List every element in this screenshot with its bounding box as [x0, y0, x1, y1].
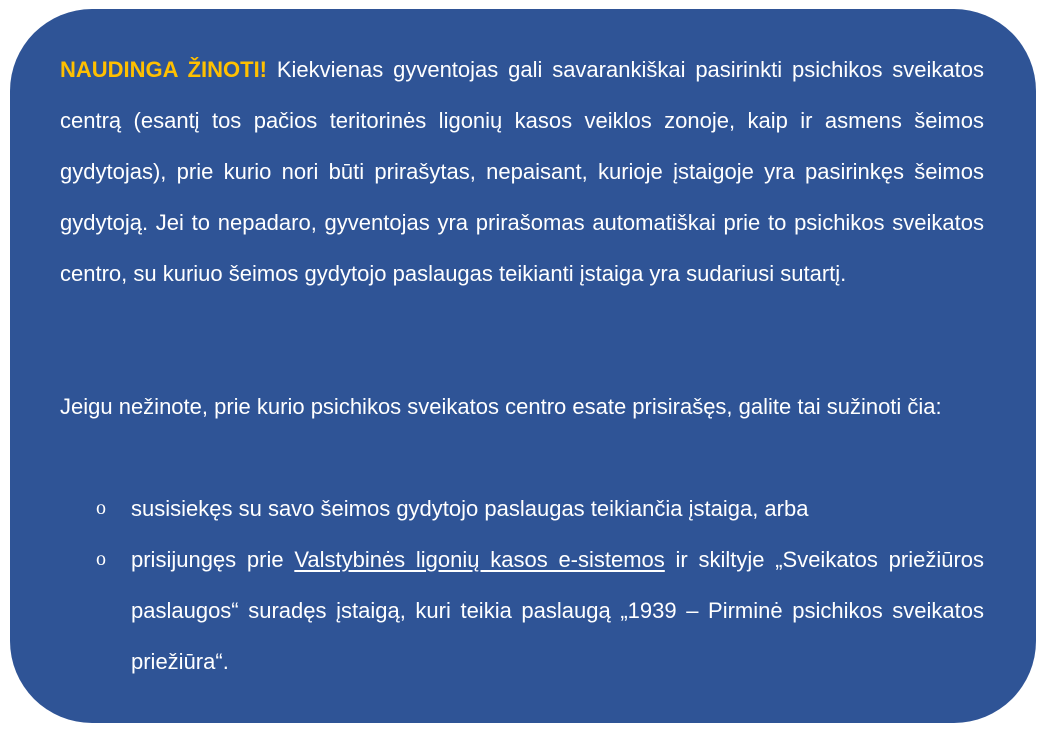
options-list [60, 483, 984, 687]
vlk-e-system-link[interactable]: Valstybinės ligonių kasos e-sistemos [294, 547, 665, 572]
list-item-text: susisiekęs su savo šeimos gydytojo paslaugas teikiančia įstaiga, arba [131, 496, 809, 521]
list-item [60, 534, 984, 687]
bullet-circle-icon: o [96, 548, 106, 570]
notice-body: Kiekvienas gyventojas gali savarankiškai pasirinkti psichikos sveikatos centrą (esantį tos pačios teritorinės ligonių kasos veiklos zonoje, kaip ir asmens šeimos gydytojas), prie kurio nori būti prirašytas, nepaisant, kurioje įstaigoje yra pasirinkęs šeimos gydytoją. Jei to nepadaro, gyventojas yra prirašomas automatiškai prie to psichikos sveikatos centro, su kuriuo šeimos gydytojo paslaugas teikianti įstaiga yra sudariusi sutartį. [60, 57, 985, 286]
intro-paragraph: Jeigu nežinote, prie kurio psichikos sveikatos centro esate prisirašęs, galite tai sužinoti čia: [60, 394, 942, 419]
notice-paragraph [60, 44, 984, 299]
info-card [10, 9, 1036, 723]
bullet-circle-icon: o [96, 497, 106, 519]
list-item-text-start: prisijungęs prie [131, 547, 295, 572]
list-item [60, 483, 984, 534]
notice-heading: NAUDINGA ŽINOTI! [60, 57, 268, 82]
list-item-text-end: ir skiltyje „Sveikatos priežiūros paslaugos“ suradęs įstaigą, kuri teikia paslaugą „1939 – Pirminė psichikos sveikatos priežiūra“. [131, 547, 985, 674]
